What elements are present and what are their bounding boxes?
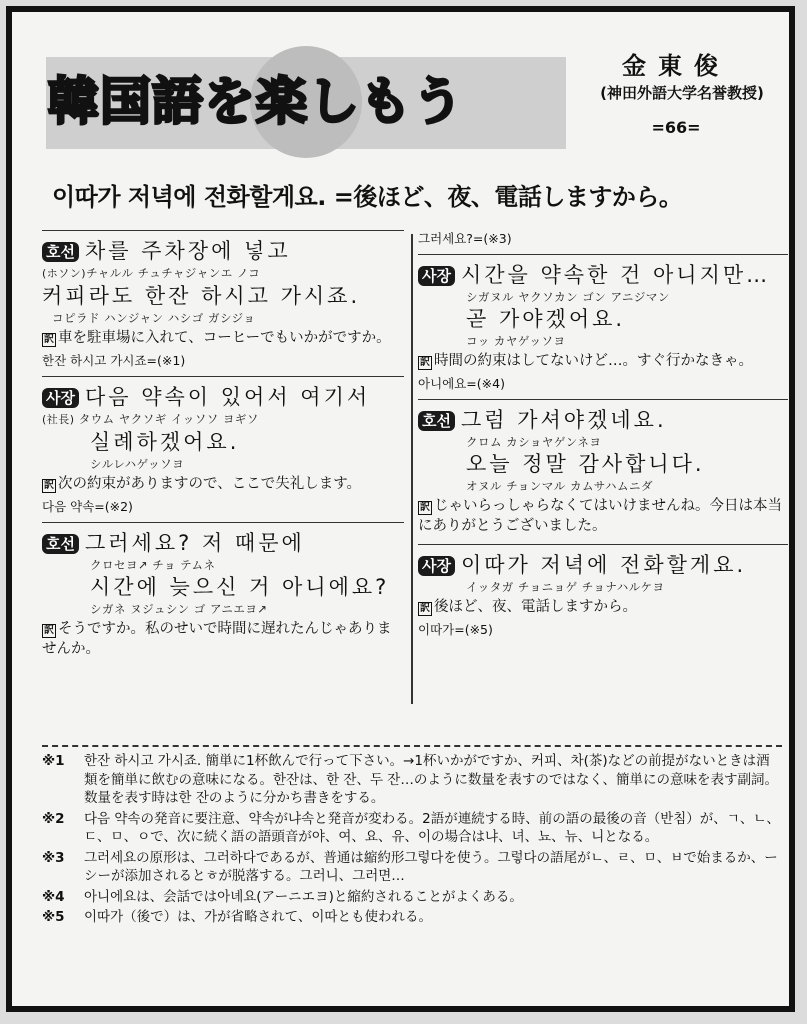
reading-line: コピラド ハンジャン ハシゴ ガシジョ [52, 311, 256, 325]
lesson-headline: 이따가 저녁에 전화할게요. =後ほど、夜、電話しますから。 [52, 183, 683, 211]
dialogue-block [418, 261, 788, 393]
translation-mark: 訳 [420, 603, 430, 614]
reading-line: タウム ヤクソギ イッソソ ヨギソ [78, 412, 259, 426]
footnotes [42, 752, 782, 929]
footnote-label: ※5 [42, 909, 65, 925]
speaker-badge: 호선 [42, 534, 79, 554]
right-column [418, 230, 788, 645]
translation-text: 次の約束がありますので、ここで失礼します。 [58, 476, 362, 492]
article-page [6, 6, 795, 1012]
reading-line: クロセヨ↗ チョ テムネ [90, 558, 216, 572]
section-rule [42, 230, 404, 231]
footnote-label: ※4 [42, 888, 65, 905]
reading-line: オヌル チョンマル カムサハムニダ [466, 479, 654, 493]
korean-line: 커피라도 한잔 하시고 가시죠. [42, 284, 361, 308]
speaker-badge: 사장 [418, 266, 455, 286]
speaker-badge: 사장 [418, 556, 455, 576]
note-reference: 아니에요=(※4) [418, 376, 505, 391]
translation-mark: 訳 [420, 357, 430, 368]
reading-line: イッタガ チョニョゲ チョナハルケヨ [466, 580, 665, 594]
reading-line: コッ カヤゲッソヨ [466, 334, 566, 348]
footnote-label: ※2 [42, 810, 65, 827]
footnote-text: 다음 약속の発音に要注意、약속が냐속と発音が変わる。2語が連続する時、前の語の最後の音（반침）が、ㄱ、ㄴ、ㄷ、ㅁ、ㅇで、次に続く語の語頭音が야、여、요、유、이の場合は냐、녀、뇨、뉴、니となる。 [84, 810, 780, 845]
translation-text: 時間の約束はしてないけど…。すぐ行かなきゃ。 [434, 353, 753, 369]
column-divider [411, 234, 413, 704]
section-rule [42, 522, 404, 523]
speaker-reading: (ホソン) [42, 267, 87, 280]
translation-mark: 訳 [44, 480, 54, 491]
korean-line: 이따가 저녁에 전화할게요. [460, 553, 747, 577]
footnote [42, 908, 782, 927]
footnote-text: 아니에요は、会話では아녜요(アーニエヨ)と縮約されることがよくある。 [84, 888, 523, 905]
translation-text: 車を駐車場に入れて、コーヒーでもいかがですか。 [58, 330, 391, 346]
translation-mark: 訳 [44, 334, 54, 345]
translation-mark: 訳 [44, 625, 54, 636]
translation-mark: 訳 [420, 502, 430, 513]
footnote [42, 810, 782, 847]
section-rule [418, 254, 788, 255]
korean-line: 차를 주차장에 넣고 [84, 239, 291, 263]
speaker-badge: 사장 [42, 388, 79, 408]
dialogue-block [42, 529, 404, 659]
section-rule [42, 376, 404, 377]
reading-line: シガネ ヌジュシン ゴ アニエヨ↗ [90, 602, 268, 616]
footnote-text: 그러세요の原形は、그러하다であるが、普通は縮約形그렇다を使う。그렇다の語尾がㄴ、ㄹ、ㅁ、ㅂで始まるか、ーシーが添加されるとㅎが脱落する。그러니、그러면… [84, 849, 778, 884]
footnote [42, 849, 782, 886]
author-name: 金東俊 [622, 51, 730, 80]
korean-line: 곧 가야겠어요. [466, 307, 626, 331]
korean-line: 그러세요? 저 때문에 [84, 531, 305, 555]
reading-line: チャルル チュチャジャンエ ノコ [86, 266, 261, 280]
note-reference: 그러세요?=(※3) [418, 231, 512, 246]
reading-line: クロム カショヤゲンネヨ [466, 435, 602, 449]
translation-text: じゃいらっしゃらなくてはいけませんね。今日は本当にありがとうございました。 [418, 498, 782, 534]
korean-line: 실례하겠어요. [90, 430, 240, 454]
translation-text: そうですか。私のせいで時間に遅れたんじゃありませんか。 [42, 621, 392, 657]
column-title: 韓国語を楽しもう [48, 73, 465, 132]
korean-line: 오늘 정말 감사합니다. [466, 452, 705, 476]
footnote [42, 888, 782, 907]
footnote-label: ※3 [42, 849, 65, 866]
footnote-label: ※1 [42, 753, 65, 769]
note-reference: 한잔 하시고 가시죠=(※1) [42, 353, 186, 368]
korean-line: 시간에 늦으신 거 아니에요? [90, 575, 390, 599]
dialogue-block [42, 383, 404, 516]
note-reference: 이따가=(※5) [418, 622, 493, 637]
reading-line: シガヌル ヤクソカン ゴン アニジマン [466, 290, 670, 304]
reading-line: シルレハゲッソヨ [90, 457, 185, 471]
korean-line: 그럼 가셔야겠네요. [460, 408, 667, 432]
korean-line: 시간을 약속한 건 아니지만… [460, 263, 771, 287]
speaker-badge: 호선 [418, 411, 455, 431]
dialogue-block [418, 406, 788, 536]
note-reference: 다음 약속=(※2) [42, 499, 133, 514]
speaker-reading: (社長) [42, 413, 75, 426]
section-rule [418, 399, 788, 400]
issue-number: =66= [651, 118, 701, 137]
translation-text: 後ほど、夜、電話しますから。 [434, 599, 637, 615]
speaker-badge: 호선 [42, 242, 79, 262]
author-affiliation: (神田外語大学名誉教授) [600, 84, 764, 102]
footnote-text: 이따가（後で）は、가が省略されて、이따とも使われる。 [84, 909, 432, 925]
left-column [42, 230, 404, 659]
dialogue-block [42, 237, 404, 370]
footnote [42, 752, 782, 808]
korean-line: 다음 약속이 있어서 여기서 [84, 385, 371, 409]
notes-divider [42, 745, 782, 747]
footnote-text: 한잔 하시고 가시죠. 簡単に1杯飲んで行って下さい。→1杯いかがですか、커피、차(茶)などの前提がないときは酒類を簡単に飲むの意味になる。한잔は、한 잔、두 잔…のように数量を表すのではなく、簡単にの意味を表す副詞。数量を表す時は한 잔のように分かち書きをする。 [84, 753, 779, 806]
section-rule [418, 544, 788, 545]
dialogue-block [418, 551, 788, 639]
